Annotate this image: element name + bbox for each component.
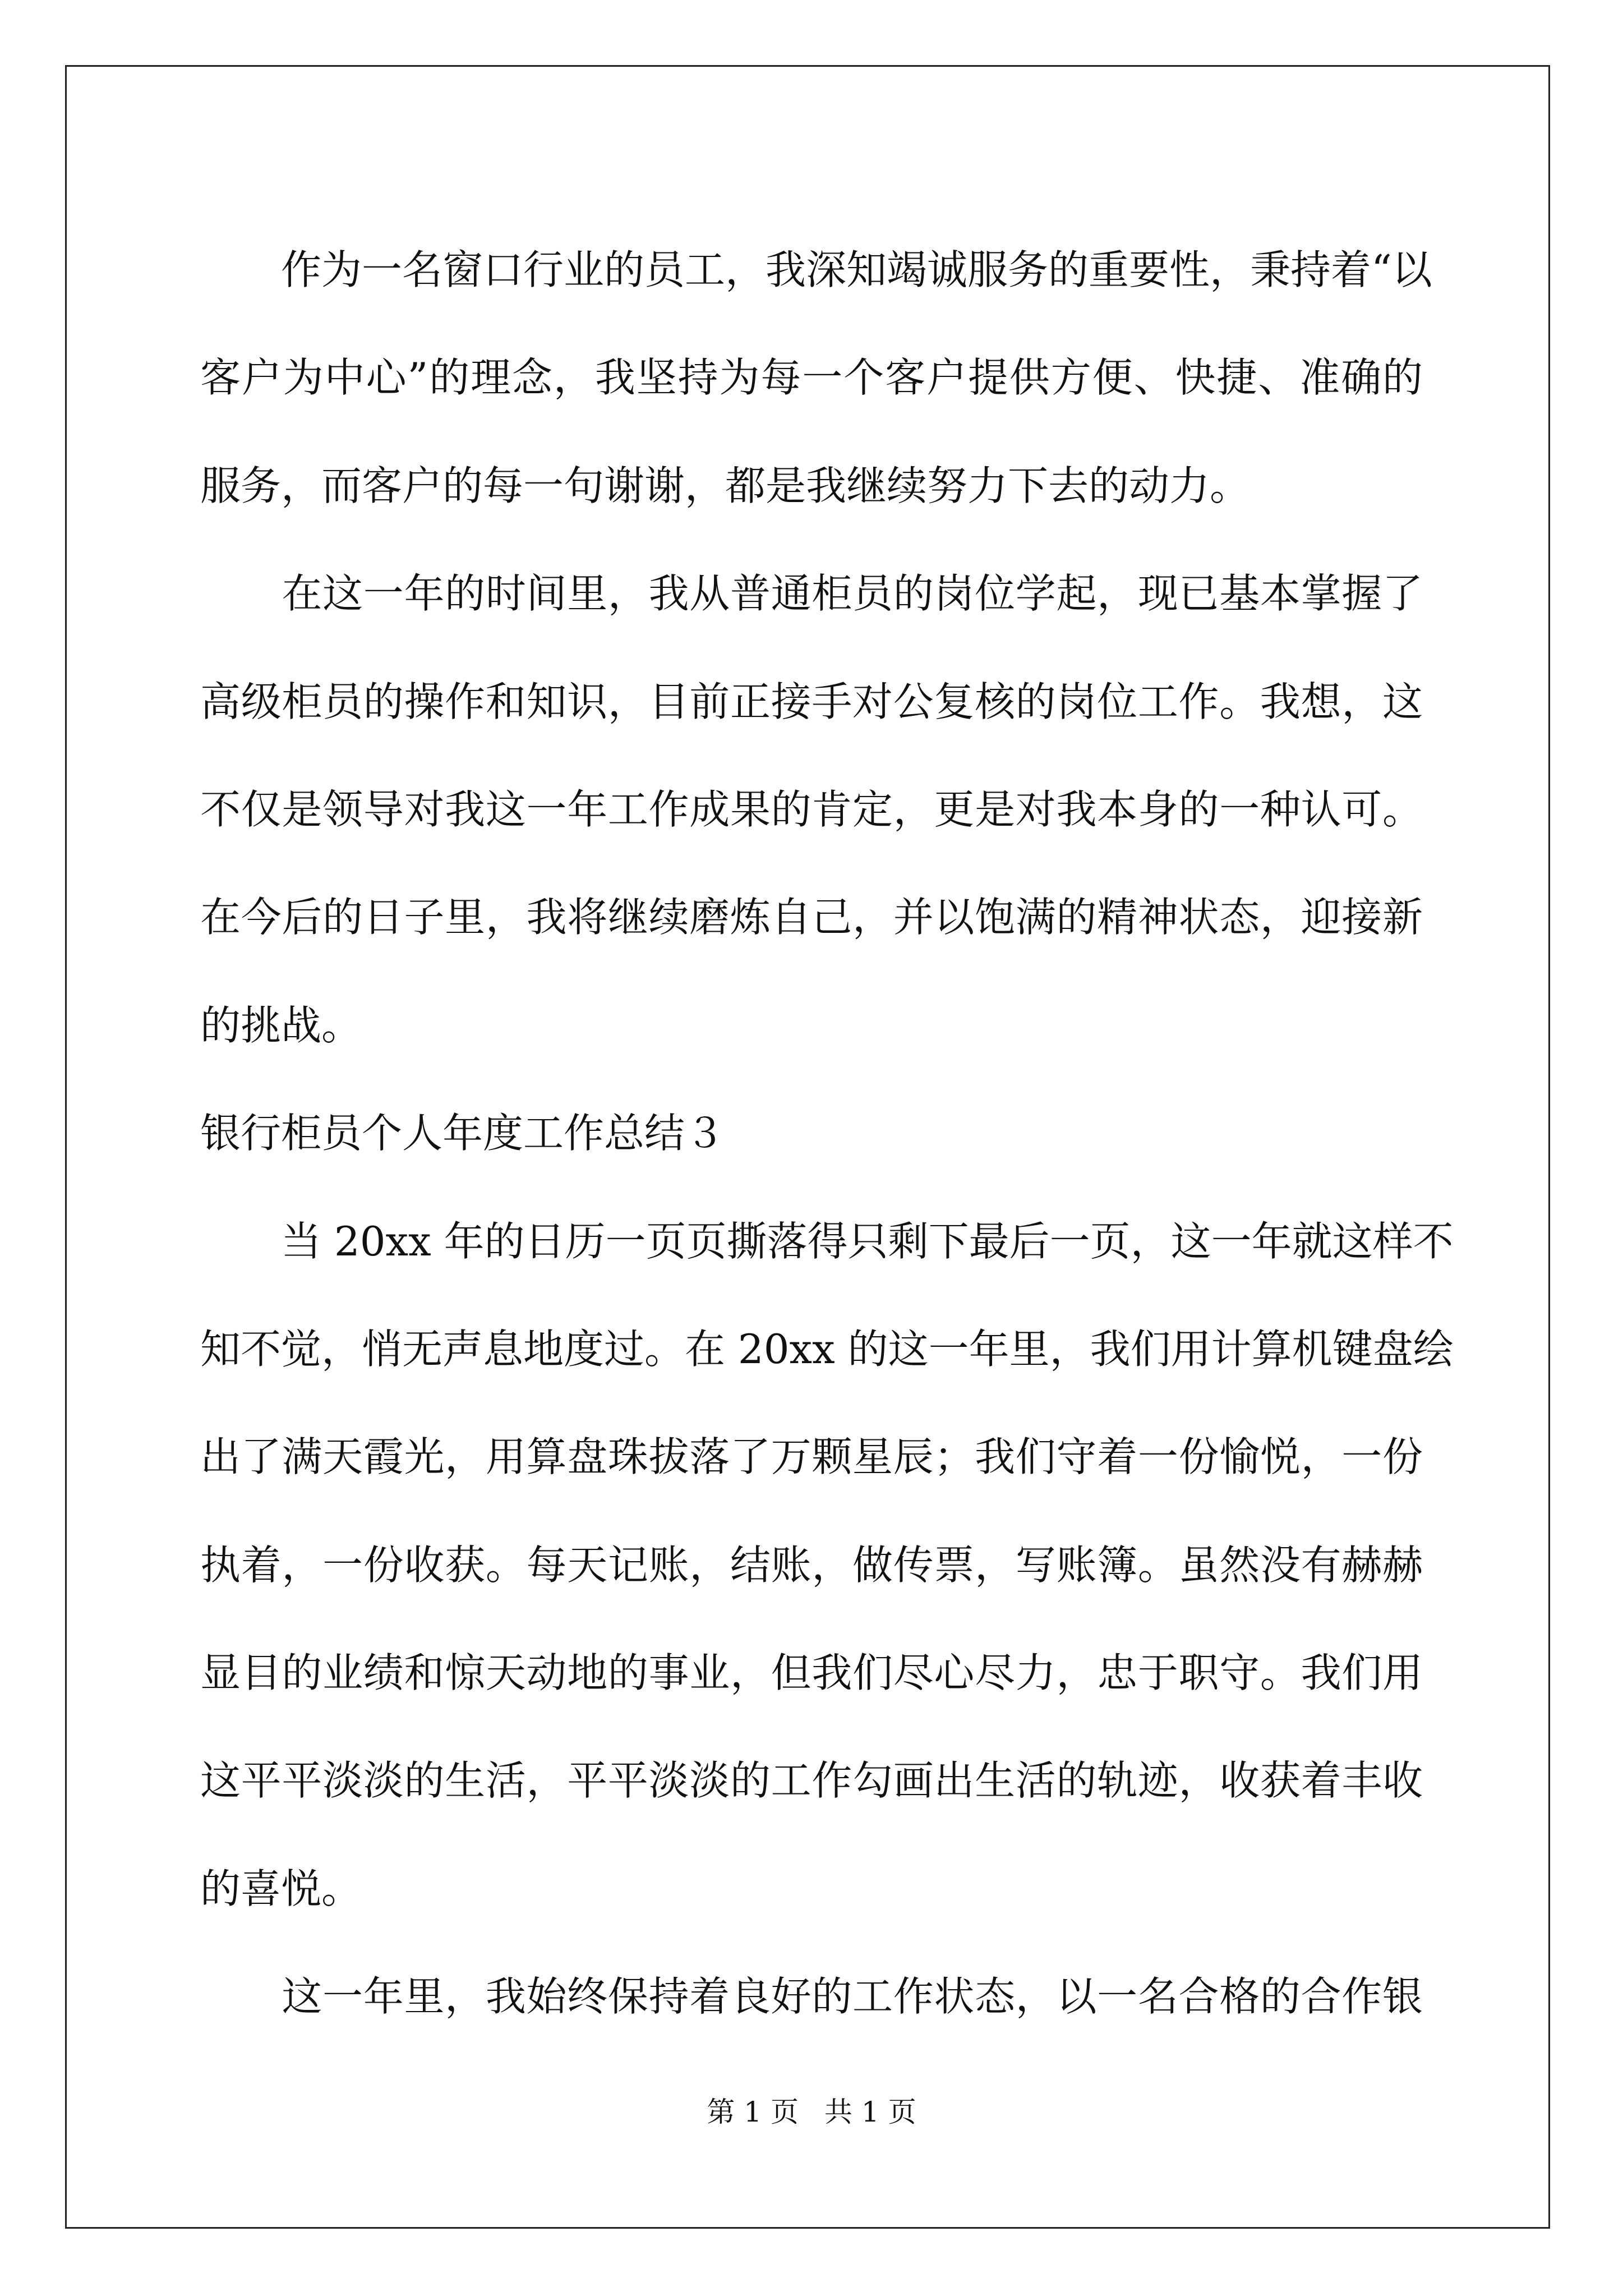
text-line: 这一年里，我始终保持着良好的工作状态，以一名合格的合作银 [200, 1973, 1423, 2021]
text-line: 在这一年的时间里，我从普通柜员的岗位学起，现已基本掌握了 [200, 570, 1423, 618]
text-line: 知不觉，悄无声息地度过。在 20xx 的这一年里，我们用计算机键盘绘 [200, 1325, 1454, 1373]
section-heading: 银行柜员个人年度工作总结３ [200, 1110, 726, 1157]
text-line: 的挑战。 [200, 1001, 362, 1049]
page-total: 共 1 页 [824, 2096, 916, 2128]
text-line: 高级柜员的操作和知识，目前正接手对公复核的岗位工作。我想，这 [200, 678, 1423, 725]
document-body [200, 216, 1454, 2051]
text-line: 当 20xx 年的日历一页页撕落得只剩下最后一页，这一年就这样不 [200, 1217, 1454, 1265]
text-line: 执着，一份收获。每天记账，结账，做传票，写账簿。虽然没有赫赫 [200, 1541, 1423, 1589]
text-line: 服务，而客户的每一句谢谢，都是我继续努力下去的动力。 [200, 462, 1251, 509]
text-line: 作为一名窗口行业的员工，我深知竭诚服务的重要性，秉持着“以 [200, 246, 1432, 293]
text-line: 这平平淡淡的生活，平平淡淡的工作勾画出生活的轨迹，收获着丰收 [200, 1757, 1423, 1805]
text-line: 显目的业绩和惊天动地的事业，但我们尽心尽力，忠于职守。我们用 [200, 1649, 1423, 1697]
text-line: 不仅是领导对我这一年工作成果的肯定，更是对我本身的一种认可。 [200, 785, 1423, 833]
page-number: 第 1 页 [707, 2096, 799, 2128]
text-line: 的喜悦。 [200, 1865, 362, 1912]
text-line: 在今后的日子里，我将继续磨炼自己，并以饱满的精神状态，迎接新 [200, 894, 1423, 941]
page-footer [0, 2095, 1623, 2129]
text-line: 出了满天霞光，用算盘珠拔落了万颗星辰；我们守着一份愉悦，一份 [200, 1433, 1423, 1481]
text-line: 客户为中心”的理念，我坚持为每一个客户提供方便、快捷、准确的 [200, 354, 1423, 402]
